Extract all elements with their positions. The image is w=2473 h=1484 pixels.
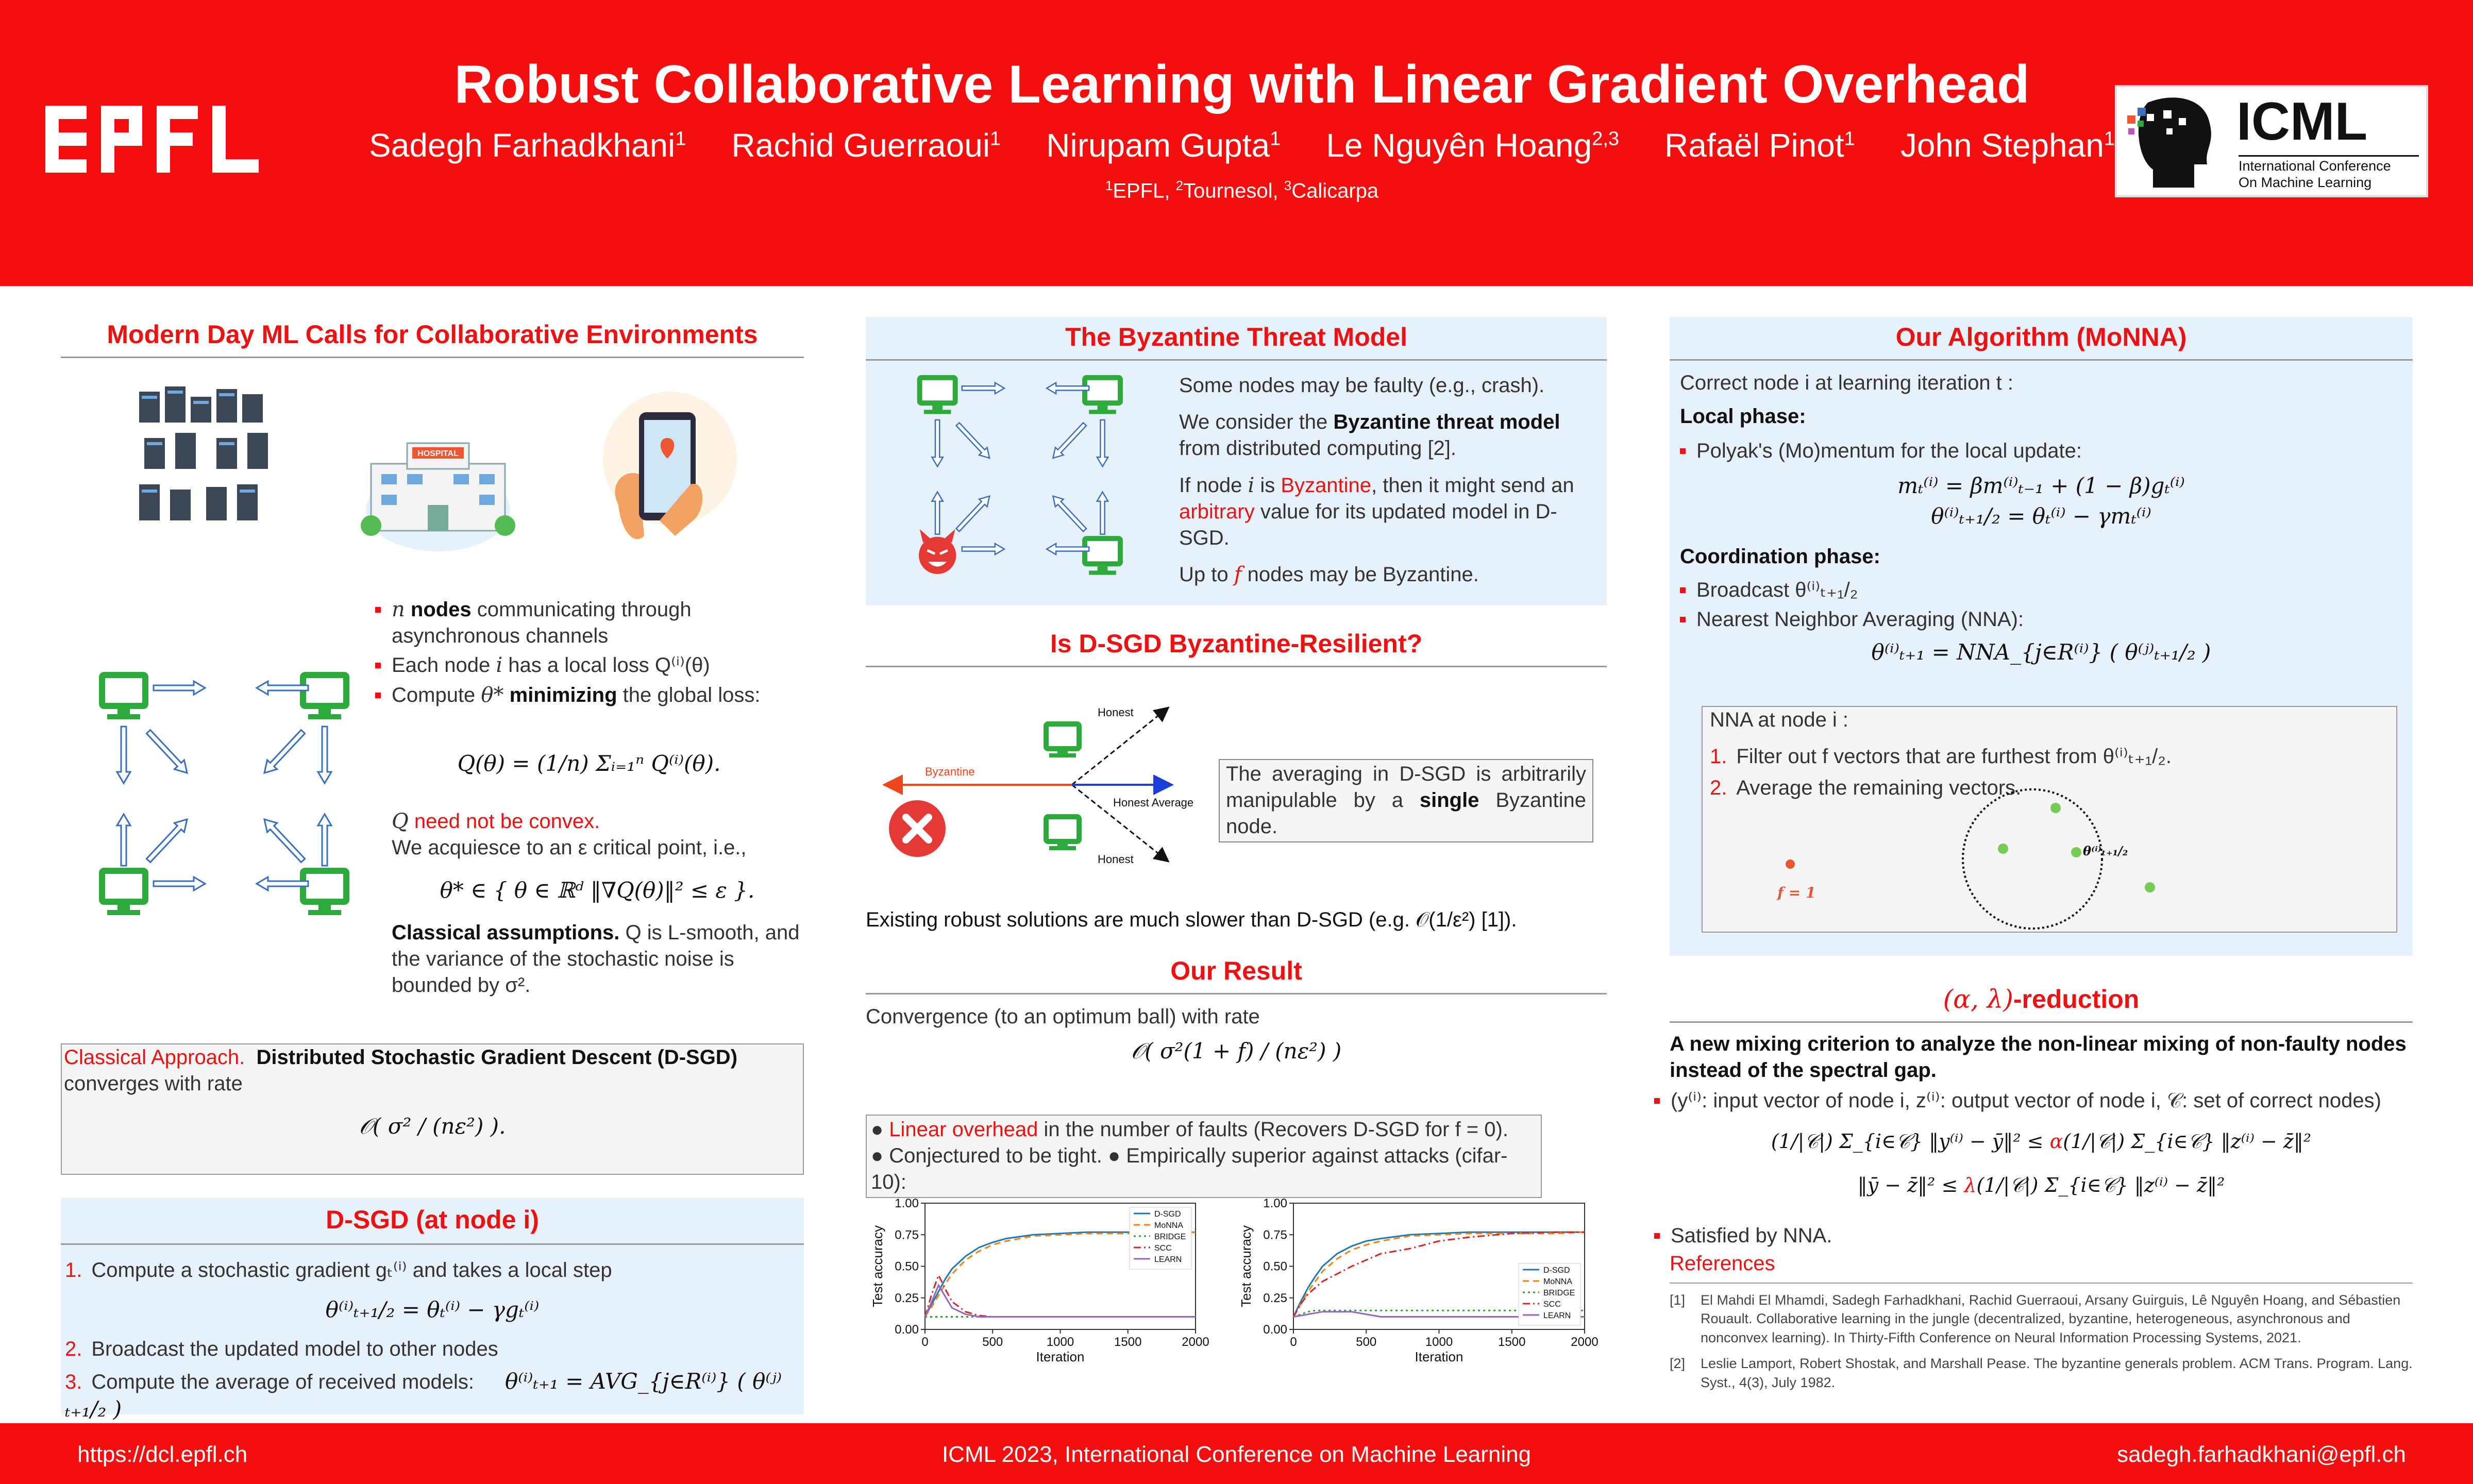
- algorithm-intro: Correct node i at learning iteration t :: [1680, 372, 2014, 394]
- legend-entry: SCC: [1543, 1300, 1561, 1309]
- x-tick-label: 500: [1356, 1335, 1377, 1349]
- byzantine-node-icon: [889, 800, 946, 857]
- classical-approach-label: Classical Approach.: [64, 1046, 245, 1069]
- footer-url[interactable]: https://dcl.epfl.ch: [77, 1442, 248, 1467]
- resilient-title: Is D-SGD Byzantine-Resilient?: [866, 623, 1607, 667]
- collab-bullets: [375, 594, 803, 999]
- local-update-equation: θ⁽ⁱ⁾ₜ₊₁/₂ = θₜ⁽ⁱ⁾ − γmₜ⁽ⁱ⁾: [1931, 503, 2151, 529]
- collab-illustrations: [129, 381, 747, 551]
- threat-panel: [866, 317, 1607, 605]
- collab-bullet-2: Compute θ* minimizing the global loss:: [375, 682, 803, 709]
- x-tick-label: 1500: [1114, 1335, 1142, 1349]
- threat-line-1: We consider the Byzantine threat model from distributed computing [2].: [1179, 411, 1560, 460]
- threat-line-0: Some nodes may be faulty (e.g., crash).: [1179, 374, 1545, 397]
- epfl-logo: [45, 106, 262, 173]
- local-step-equation: θ⁽ⁱ⁾ₜ₊₁/₂ = θₜ⁽ⁱ⁾ − γgₜ⁽ⁱ⁾: [325, 1297, 540, 1323]
- devil-node-icon: [919, 529, 956, 574]
- honest-average-label: Honest Average: [1113, 796, 1194, 809]
- legend-entry: LEARN: [1154, 1255, 1182, 1264]
- critical-point-equation: θ* ∈ { θ ∈ ℝᵈ ‖∇Q(θ)‖² ≤ ε }.: [440, 877, 755, 903]
- x-tick-label: 500: [982, 1335, 1003, 1349]
- legend-entry: D-SGD: [1154, 1210, 1181, 1219]
- reference-1: [2] Leslie Lamport, Robert Shostak, and Marshall Pease. The byzantine generals problem. ACM Trans. Program. Lang. Syst., 4(3), July 1982.: [1670, 1356, 2413, 1390]
- honest-label-bottom: Honest: [1098, 853, 1134, 866]
- result-panel: [866, 951, 1607, 1064]
- arrow-group: [117, 681, 331, 890]
- collab-title: Modern Day ML Calls for Collaborative Environments: [61, 314, 804, 358]
- smartphone-hand-icon: [603, 392, 737, 539]
- author-2: Nirupam Gupta$^1$: [1046, 127, 1281, 164]
- poster-footer: [0, 1423, 2473, 1484]
- node-top-right-icon: [303, 675, 346, 719]
- classical-assumptions: Classical assumptions. Q is L-smooth, and the variance of the stochastic noise is bounded by σ².: [392, 921, 800, 997]
- nna-illustration: [1703, 789, 2396, 934]
- result-highlight-1: ● Conjectured to be tight. ● Empirically superior against attacks (cifar-10):: [871, 1144, 1508, 1194]
- averaging-attack-diagram: [876, 690, 1206, 876]
- result-highlight-0: ● Linear overhead in the number of faults (Recovers D-SGD for f = 0).: [871, 1118, 1508, 1141]
- result-rate: 𝒪( σ²(1 + f) / (nε²) ): [1131, 1038, 1342, 1064]
- not-convex-note: need not be convex.: [408, 810, 600, 833]
- y-tick-label: 0.50: [895, 1259, 919, 1274]
- x-tick-label: 0: [1290, 1335, 1297, 1349]
- dsgd-step-2: 2. Broadcast the updated model to other nodes: [65, 1337, 498, 1360]
- accuracy-chart-1: [866, 1193, 1209, 1365]
- f-equals-one-label: f = 1: [1777, 884, 1816, 901]
- affiliation-sup-0: 1: [1105, 178, 1113, 193]
- nna-bullet: Nearest Neighbor Averaging (NNA):: [1680, 606, 2402, 633]
- momentum-equation: mₜ⁽ⁱ⁾ = βm⁽ⁱ⁾ₜ₋₁ + (1 − β)gₜ⁽ⁱ⁾: [1897, 473, 2185, 498]
- dsgd-step-3: 3. Compute the average of received models: θ⁽ⁱ⁾ₜ₊₁ = AVG_{j∈R⁽ⁱ⁾} ( θ⁽ʲ⁾ₜ₊₁/₂ ): [65, 1369, 782, 1422]
- y-axis-label: Test accuracy: [1238, 1225, 1254, 1307]
- affiliation-0: EPFL,: [1113, 179, 1176, 203]
- y-tick-label: 0.50: [1263, 1259, 1287, 1274]
- affiliation-sup-2: 3: [1284, 178, 1292, 193]
- affiliation-1: Tournesol,: [1183, 179, 1284, 203]
- legend-entry: BRIDGE: [1543, 1289, 1575, 1297]
- icml-wordmark: ICML: [2236, 92, 2368, 151]
- average-equation: θ⁽ⁱ⁾ₜ₊₁ = AVG_{j∈R⁽ⁱ⁾} ( θ⁽ʲ⁾ₜ₊₁/₂ ): [65, 1369, 782, 1422]
- y-tick-label: 0.00: [895, 1323, 919, 1337]
- reduction-definition-bullet: (y⁽ⁱ⁾: input vector of node i, z⁽ⁱ⁾: output vector of node i, 𝒞: set of correct nodes): [1654, 1088, 2413, 1114]
- icml-subtitle-1: International Conference: [2239, 158, 2391, 174]
- legend-entry: SCC: [1154, 1244, 1172, 1253]
- x-tick-label: 2000: [1571, 1335, 1599, 1349]
- convergence-text: Convergence (to an optimum ball) with rate: [866, 1005, 1260, 1028]
- honest-node-top-icon: [1046, 724, 1079, 757]
- affiliation-2: Calicarpa: [1291, 179, 1379, 203]
- server-cluster-icon: [139, 386, 268, 520]
- references-list: [1670, 1283, 2413, 1392]
- byzantine-label: Byzantine: [925, 765, 975, 778]
- nna-box-title: NNA at node i :: [1710, 709, 1849, 731]
- nna-step-2: 2. Average the remaining vectors.: [1710, 777, 2022, 800]
- algorithm-title: Our Algorithm (MoNNA): [1670, 317, 2413, 361]
- author-1: Rachid Guerraoui$^1$: [731, 127, 1001, 164]
- footer-conference: ICML 2023, International Conference on Machine Learning: [941, 1442, 1532, 1467]
- y-tick-label: 0.00: [1263, 1323, 1287, 1337]
- reduction-title: (α, λ)-reduction: [1670, 979, 2413, 1023]
- node-top-left-icon: [102, 675, 145, 719]
- threat-line-3: Up to f nodes may be Byzantine.: [1179, 563, 1479, 587]
- broadcast-bullet: Broadcast θ⁽ⁱ⁾ₜ₊₁/₂: [1680, 577, 2402, 603]
- global-loss-equation: Q(θ) = (1/n) Σᵢ₌₁ⁿ Q⁽ⁱ⁾(θ).: [457, 750, 721, 776]
- x-axis-label: Iteration: [1415, 1349, 1463, 1364]
- polyak-bullet: Polyak's (Mo)mentum for the local update:: [1680, 438, 2402, 464]
- author-list: [289, 126, 2195, 164]
- author-0: Sadegh Farhadkhani$^1$: [369, 127, 686, 164]
- threat-line-2: If node i is Byzantine, then it might send an arbitrary value for its updated model in D-SGD.: [1179, 473, 1574, 549]
- y-tick-label: 1.00: [1263, 1196, 1287, 1210]
- icml-logo: [2115, 85, 2428, 197]
- resilient-panel: [866, 623, 1607, 667]
- x-tick-label: 1000: [1425, 1335, 1453, 1349]
- classical-approach-box: [61, 1043, 804, 1175]
- averaging-note-box: The averaging in D-SGD is arbitrarily manipulable by a single Byzantine node.: [1219, 759, 1593, 842]
- nna-box: [1702, 706, 2397, 933]
- converges-text: converges with rate: [64, 1072, 243, 1095]
- dsgd-title: D-SGD (at node i): [61, 1198, 804, 1245]
- hospital-sign: HOSPITAL: [417, 449, 459, 458]
- affiliations: [289, 178, 2195, 203]
- collab-bullet-1: Each node i has a local loss Q⁽ⁱ⁾(θ): [375, 652, 803, 679]
- result-highlights-box: [866, 1115, 1542, 1198]
- references-title: References: [1670, 1252, 1775, 1275]
- legend-entry: BRIDGE: [1154, 1233, 1186, 1241]
- node-network-diagram: [87, 665, 375, 933]
- local-phase-label: Local phase:: [1680, 405, 1806, 428]
- legend-entry: MoNNA: [1543, 1277, 1573, 1286]
- y-tick-label: 0.75: [895, 1228, 919, 1242]
- byzantine-network-diagram: [907, 368, 1144, 590]
- y-tick-label: 0.25: [1263, 1291, 1287, 1305]
- legend-entry: D-SGD: [1543, 1266, 1570, 1275]
- collab-panel: [61, 314, 804, 358]
- reference-0: [1] El Mahdi El Mhamdi, Sadegh Farhadkhani, Rachid Guerraoui, Arsany Guirguis, Lê Nguyên Hoang, and Sébastien Rouault. Collaborative learning in the jungle (decentralized, byzantine, heterogeneous, asynchronous and nonconvex learning). In Thirty-Fifth Conference on Neural Information Processing Systems, 2021.: [1670, 1292, 2401, 1345]
- poster-title: Robust Collaborative Learning with Linear Gradient Overhead: [454, 55, 2030, 114]
- author-4: Rafaël Pinot$^1$: [1664, 127, 1855, 164]
- nna-step-1: 1. Filter out f vectors that are furthest from θ⁽ⁱ⁾ₜ₊₁/₂.: [1710, 745, 2172, 768]
- x-tick-label: 0: [921, 1335, 929, 1349]
- node-top-left-icon: [920, 378, 955, 414]
- theta-label: θ⁽ⁱ⁾ₜ₊₁/₂: [2083, 844, 2128, 858]
- dsgd-name: Distributed Stochastic Gradient Descent (D-SGD): [256, 1046, 738, 1069]
- existing-solutions-text: Existing robust solutions are much slower than D-SGD (e.g. 𝒪(1/ε²) [1]).: [866, 908, 1517, 931]
- y-tick-label: 0.25: [895, 1291, 919, 1305]
- threat-description: [1179, 373, 1591, 598]
- x-tick-label: 1000: [1046, 1335, 1074, 1349]
- legend-entry: MoNNA: [1154, 1221, 1184, 1230]
- threat-title: The Byzantine Threat Model: [866, 317, 1607, 361]
- dsgd-panel: [61, 1198, 804, 1422]
- x-tick-label: 2000: [1182, 1335, 1209, 1349]
- hospital-icon: [361, 443, 515, 551]
- node-top-right-icon: [1085, 378, 1120, 414]
- accuracy-chart-2: [1234, 1193, 1599, 1365]
- node-bottom-left-icon: [102, 871, 145, 915]
- footer-email[interactable]: sadegh.farhadkhani@epfl.ch: [2117, 1442, 2406, 1467]
- author-5: John Stephan$^1$: [1900, 127, 2115, 164]
- honest-node-bottom-icon: [1046, 817, 1079, 850]
- reduction-intro: A new mixing criterion to analyze the non-linear mixing of non-faulty nodes instead of the spectral gap.: [1670, 1033, 2407, 1082]
- result-title: Our Result: [866, 951, 1607, 994]
- node-bottom-right-icon: [1085, 538, 1120, 575]
- legend-entry: LEARN: [1543, 1311, 1571, 1320]
- dsgd-step-1: 1. Compute a stochastic gradient gₜ⁽ⁱ⁾ and takes a local step: [65, 1259, 612, 1281]
- icml-subtitle-2: On Machine Learning: [2239, 175, 2372, 190]
- reduction-panel: [1670, 979, 2413, 1392]
- node-bottom-right-icon: [303, 871, 346, 915]
- poster-header: [0, 0, 2473, 286]
- honest-label-top: Honest: [1098, 706, 1134, 719]
- q-symbol: Q: [392, 809, 409, 833]
- satisfied-bullet: Satisfied by NNA.: [1654, 1223, 2413, 1249]
- x-tick-label: 1500: [1498, 1335, 1526, 1349]
- collab-bullet-0: n nodes communicating through asynchronous channels: [375, 597, 803, 649]
- y-tick-label: 1.00: [895, 1196, 919, 1210]
- coordination-phase-label: Coordination phase:: [1680, 545, 1880, 568]
- y-axis-label: Test accuracy: [870, 1225, 885, 1307]
- author-3: Le Nguyên Hoang$^{2,3}$: [1326, 127, 1620, 164]
- reduction-inequality-1: (1/|𝒞|) Σ_{i∈𝒞} ‖y⁽ⁱ⁾ − ȳ‖² ≤ α(1/|𝒞|) Σ_{i∈𝒞} ‖z⁽ⁱ⁾ − z̄‖²: [1771, 1129, 2312, 1153]
- acquiesce-text: We acquiesce to an ε critical point, i.e.,: [392, 836, 747, 859]
- algorithm-panel: [1670, 317, 2413, 956]
- arrow-group: [932, 383, 1108, 555]
- x-axis-label: Iteration: [1036, 1349, 1085, 1364]
- reduction-inequality-2: ‖ȳ − z̄‖² ≤ λ(1/|𝒞|) Σ_{i∈𝒞} ‖z⁽ⁱ⁾ − z̄‖²: [1857, 1173, 2225, 1196]
- nna-equation: θ⁽ⁱ⁾ₜ₊₁ = NNA_{j∈R⁽ⁱ⁾} ( θ⁽ʲ⁾ₜ₊₁/₂ ): [1871, 639, 2211, 665]
- affiliation-sup-1: 2: [1175, 178, 1184, 193]
- dsgd-rate: 𝒪( σ² / (nε²) ).: [359, 1114, 506, 1139]
- y-tick-label: 0.75: [1263, 1228, 1287, 1242]
